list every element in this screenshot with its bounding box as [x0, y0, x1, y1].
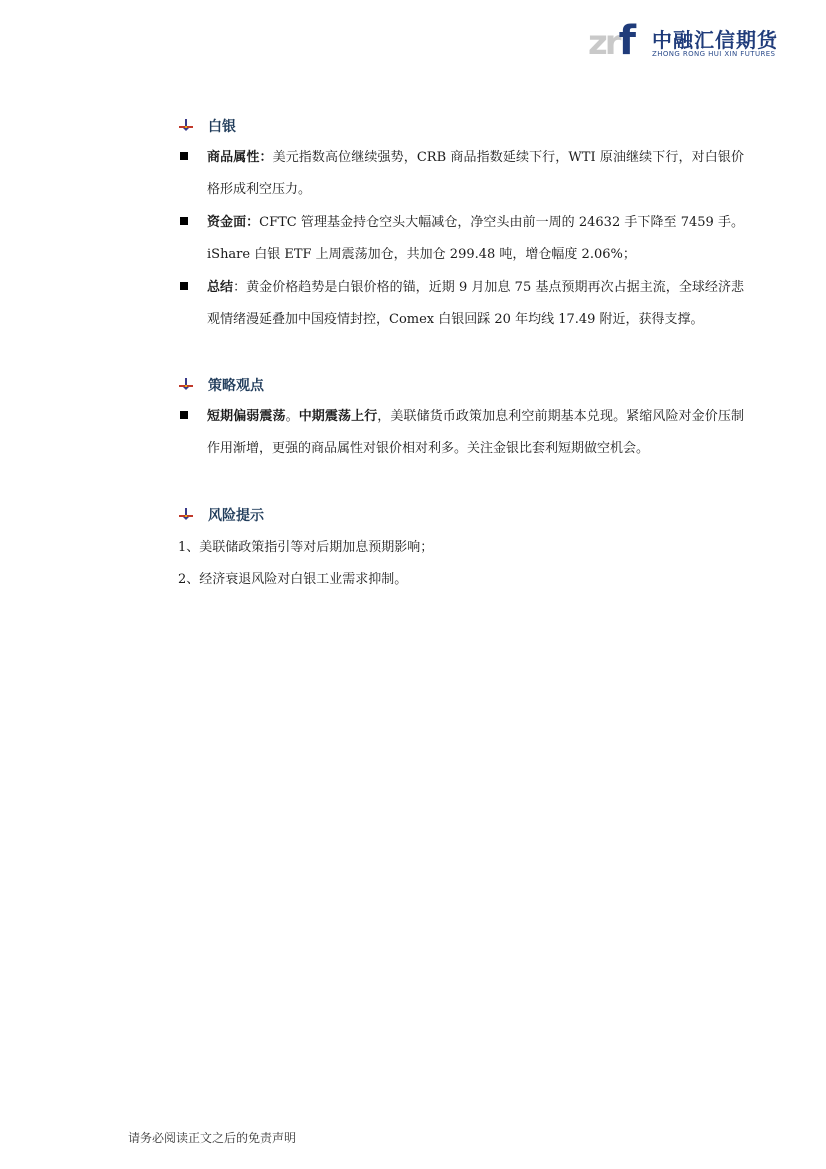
square-bullet-icon [180, 411, 188, 419]
section-heading-silver [178, 116, 236, 136]
cross-arrow-icon [178, 377, 194, 393]
section-heading-strategy [178, 375, 264, 395]
square-bullet-icon [180, 282, 188, 290]
list-item-text [207, 272, 744, 336]
square-bullet-icon [180, 217, 188, 225]
list-item-text [207, 401, 744, 465]
list-item-strategy [178, 401, 744, 465]
item-label: 商品属性： [207, 150, 273, 165]
item-body: ，美联储货币政策加息利空前期基本兑现。紧缩风险对金价压制作用渐增，更强的商品属性对银价相对利多。关注金银比套利短期做空机会。 [207, 409, 744, 456]
footer-disclaimer: 请务必阅读正文之后的免责声明 [128, 1131, 297, 1145]
section-title: 风险提示 [208, 508, 264, 524]
item-label: 资金面： [207, 215, 260, 230]
cross-arrow-icon [178, 507, 194, 523]
section-title: 策略观点 [208, 378, 264, 394]
section-heading-risk [178, 505, 264, 525]
list-item-summary [178, 272, 744, 336]
list-item-funds [178, 207, 744, 271]
item-body: CFTC 管理基金持仓空头大幅减仓，净空头由前一周的 24632 手下降至 7459 手。iShare 白银 ETF 上周震荡加仓，共加仓 299.48 吨，增仓幅度 2.06%； [207, 215, 744, 262]
company-name-cn: 中融汇信期货 [652, 28, 778, 52]
list-item-text [207, 142, 744, 206]
item-label: 总结 [207, 280, 234, 295]
logo-mark [588, 18, 633, 64]
logo-mark-f: f [618, 18, 633, 64]
item-body: ：黄金价格趋势是白银价格的锚，近期 9 月加息 75 基点预期再次占据主流，全球经济悲观情绪漫延叠加中国疫情封控，Comex 白银回踩 20 年均线 17.49 附近，获得支撑。 [207, 280, 744, 327]
logo-mark-zr: zr [588, 23, 619, 63]
company-name-en: ZHONG RONG HUI XIN FUTURES [652, 50, 776, 58]
strategy-mid-term: 中期震荡上行 [298, 409, 378, 424]
cross-arrow-icon [178, 118, 194, 134]
risk-item-2: 2、经济衰退风险对白银工业需求抑制。 [178, 572, 408, 587]
list-item-text [207, 207, 744, 271]
strategy-separator: 。 [285, 409, 299, 424]
section-title: 白银 [208, 119, 236, 135]
risk-item-1: 1、美联储政策指引等对后期加息预期影响； [178, 540, 434, 555]
square-bullet-icon [180, 152, 188, 160]
strategy-short-term: 短期偏弱震荡 [207, 409, 286, 424]
list-item-commodity [178, 142, 744, 206]
item-body: 美元指数高位继续强势，CRB 商品指数延续下行，WTI 原油继续下行，对白银价格形成利空压力。 [207, 150, 744, 197]
company-logo [588, 18, 778, 64]
